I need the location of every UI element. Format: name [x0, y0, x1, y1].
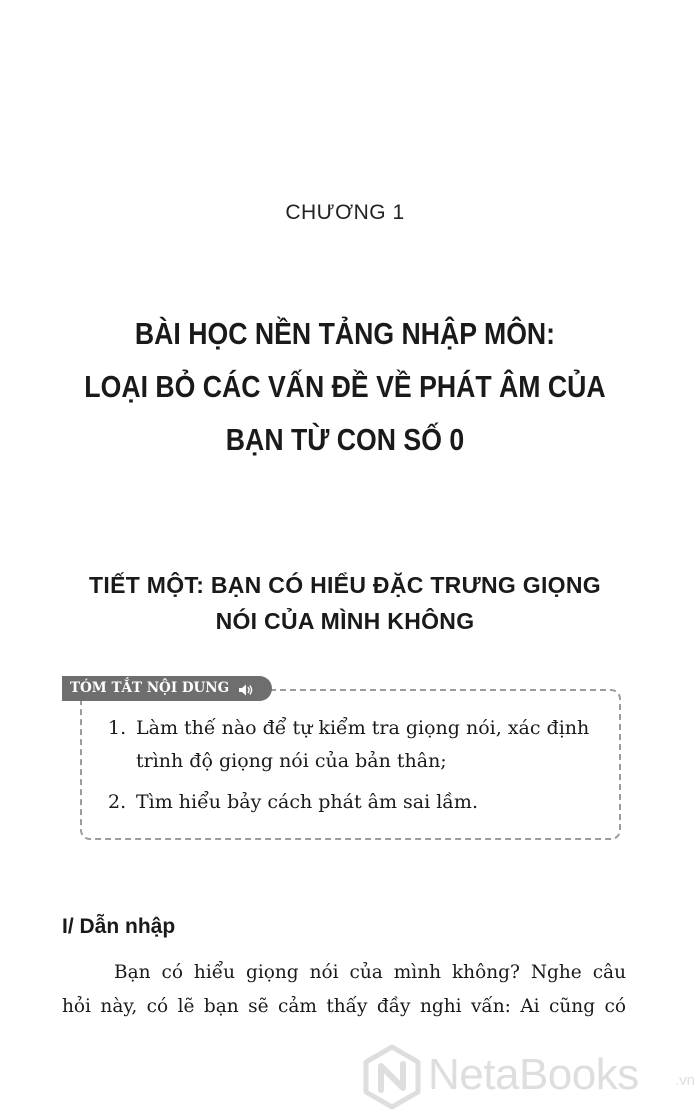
watermark	[362, 1044, 696, 1110]
paragraph-line: Bạn có hiểu giọng nói của mình không? Nghe câu	[114, 962, 626, 983]
watermark-suffix: .vn	[675, 1072, 696, 1089]
summary-tab	[62, 676, 272, 701]
section-title-line: TIẾT MỘT: BẠN CÓ HIỂU ĐẶC TRƯNG GIỌNG	[89, 572, 601, 598]
intro-heading: I/ Dẫn nhập	[62, 915, 176, 938]
paragraph-line: hỏi này, có lẽ bạn sẽ cảm thấy đầy nghi vấn: Ai cũng có	[62, 996, 626, 1017]
chapter-title-line: LOẠI BỎ CÁC VẤN ĐỀ VỀ PHÁT ÂM CỦA	[84, 369, 606, 404]
chapter-label: CHƯƠNG 1	[285, 201, 405, 224]
speaker-icon[interactable]	[238, 681, 254, 695]
section-title-line: NÓI CỦA MÌNH KHÔNG	[215, 608, 475, 634]
summary-item-number: 2.	[108, 791, 127, 813]
summary-list	[108, 712, 618, 819]
section-title	[0, 567, 690, 639]
summary-item	[108, 786, 618, 819]
summary-tab-label: TÓM TẮT NỘI DUNG	[70, 680, 230, 696]
chapter-title-line: BÀI HỌC NỀN TẢNG NHẬP MÔN:	[134, 316, 556, 351]
summary-item-number: 1.	[108, 717, 127, 739]
watermark-brand: NetaBooks	[428, 1050, 639, 1099]
netabooks-logo-icon	[362, 1044, 422, 1110]
summary-item-line: trình độ giọng nói của bản thân;	[136, 750, 447, 772]
chapter-title	[0, 307, 690, 466]
summary-item	[108, 712, 618, 778]
intro-paragraph	[62, 956, 626, 1024]
chapter-title-line: BẠN TỪ CON SỐ 0	[225, 422, 465, 457]
summary-item-line: Làm thế nào để tự kiểm tra giọng nói, xác định	[136, 717, 590, 739]
summary-item-line: Tìm hiểu bảy cách phát âm sai lầm.	[136, 791, 478, 813]
